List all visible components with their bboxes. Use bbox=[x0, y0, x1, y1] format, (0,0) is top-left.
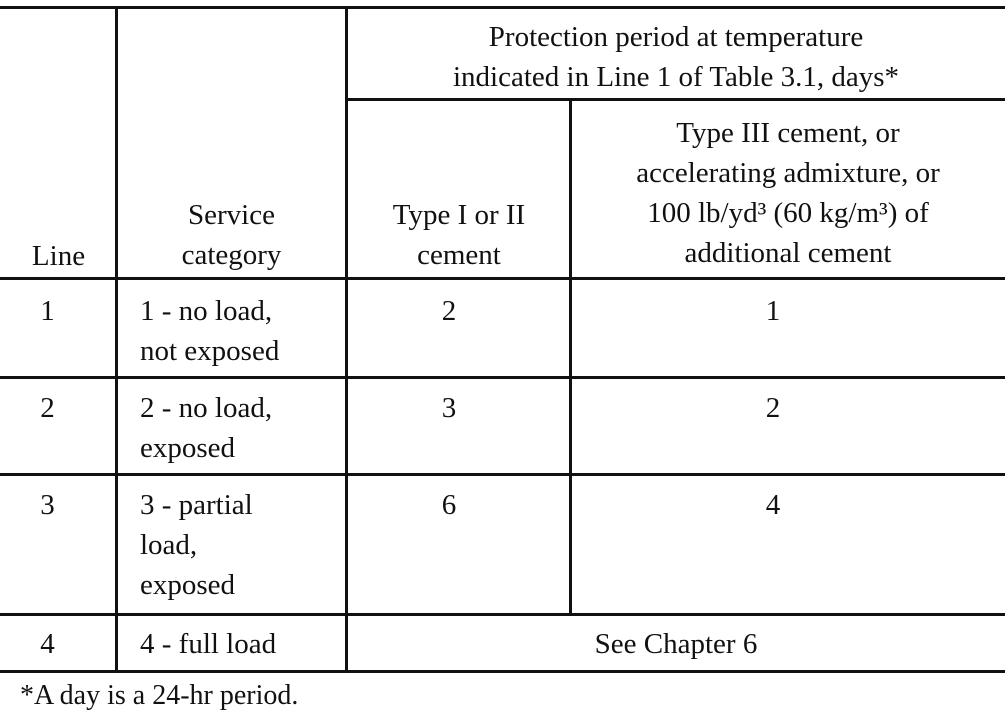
header-protection-period-line-1: Protection period at temperature bbox=[488, 21, 864, 53]
row-3-category-line-1: 3 - partial bbox=[140, 489, 253, 521]
header-type-iii-line-4: additional cement bbox=[684, 237, 892, 269]
table-bottom-rule bbox=[0, 670, 1005, 673]
category-column-divider bbox=[345, 6, 348, 673]
line-column-divider bbox=[115, 6, 118, 673]
row-1-bottom-rule bbox=[0, 376, 1005, 379]
header-type-iii-line-1: Type III cement, or bbox=[676, 117, 900, 149]
header-service-category-line-1: Service bbox=[188, 199, 275, 231]
row-1-type-iii: 1 bbox=[765, 295, 781, 327]
header-line: Line bbox=[31, 240, 86, 272]
row-3-category bbox=[140, 485, 345, 605]
row-2-category-line-1: 2 - no load, bbox=[140, 392, 273, 424]
row-1-line: 1 bbox=[40, 295, 55, 327]
header-type-iii-line-3: 100 lb/yd³ (60 kg/m³) of bbox=[647, 197, 929, 229]
header-protection-period-line-2: indicated in Line 1 of Table 3.1, days* bbox=[452, 61, 900, 93]
row-3-line: 3 bbox=[40, 489, 55, 521]
row-3-type-i-ii: 6 bbox=[441, 489, 457, 521]
row-2-type-i-ii: 3 bbox=[441, 392, 457, 424]
header-type-i-ii bbox=[347, 195, 571, 275]
header-type-iii-line-2: accelerating admixture, or bbox=[636, 157, 940, 189]
header-service-category-line-2: category bbox=[181, 239, 282, 271]
row-4-line: 4 bbox=[40, 628, 55, 660]
row-2-type-iii: 2 bbox=[765, 392, 781, 424]
header-type-i-ii-line-2: cement bbox=[417, 239, 501, 271]
header-type-iii bbox=[571, 113, 1005, 273]
row-3-category-line-2: load, bbox=[140, 529, 198, 561]
header-bottom-rule bbox=[0, 277, 1005, 280]
table-top-rule bbox=[0, 6, 1005, 9]
row-1-type-i-ii: 2 bbox=[441, 295, 457, 327]
header-type-i-ii-line-1: Type I or II bbox=[392, 199, 526, 231]
row-4-merged-see-chapter: See Chapter 6 bbox=[594, 628, 758, 660]
table-footnote: *A day is a 24-hr period. bbox=[20, 680, 299, 711]
row-4-category: 4 - full load bbox=[140, 628, 277, 660]
header-group-rule bbox=[347, 98, 1005, 101]
row-3-type-iii: 4 bbox=[765, 489, 781, 521]
row-2-bottom-rule bbox=[0, 473, 1005, 476]
row-3-category-line-3: exposed bbox=[140, 569, 236, 601]
row-2-category-line-2: exposed bbox=[140, 432, 236, 464]
row-2-category bbox=[140, 388, 345, 468]
header-service-category bbox=[117, 195, 346, 275]
row-1-category bbox=[140, 291, 345, 371]
row-1-category-line-2: not exposed bbox=[140, 335, 280, 367]
row-1-category-line-1: 1 - no load, bbox=[140, 295, 273, 327]
row-3-bottom-rule bbox=[0, 613, 1005, 616]
row-2-line: 2 bbox=[40, 392, 55, 424]
header-protection-period bbox=[347, 17, 1005, 97]
